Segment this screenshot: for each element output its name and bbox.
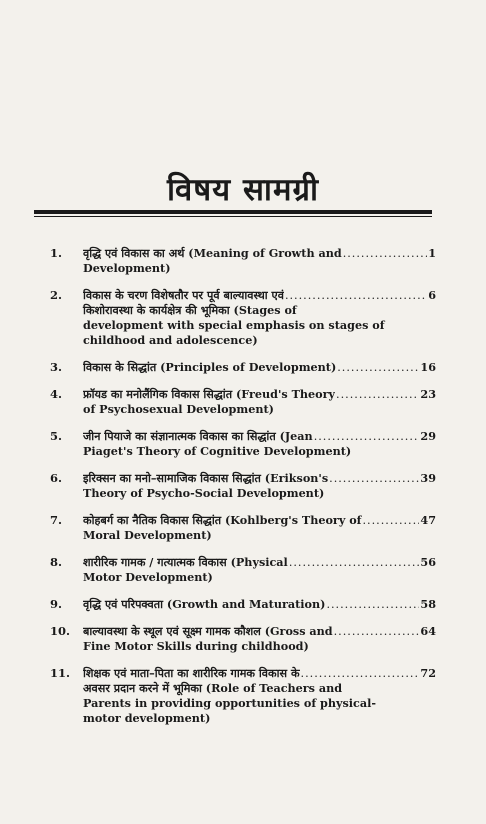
toc-leader-dots [337,360,419,375]
toc-entry-number: 5. [50,429,63,443]
toc-entry-body [83,555,436,585]
toc-entry-number: 9. [50,597,63,611]
toc-entry-title-continued: Parents in providing opportunities of physical- [83,696,377,710]
toc-entry-title: वृद्धि एवं विकास का अर्थ (Meaning of Growth and [83,246,342,260]
toc-entry-body [83,429,436,459]
toc-entry-title-continued: Piaget's Theory of Cognitive Development) [83,444,352,458]
title-rule-thick [34,210,432,214]
toc-page-number: 64 [420,624,436,638]
toc-entry[interactable] [50,360,436,375]
toc-entry[interactable] [50,513,436,543]
toc-entry[interactable] [50,555,436,585]
toc-leader-dots [314,429,420,444]
toc-entry[interactable] [50,246,436,276]
toc-entry-title: फ्रॉयड का मनोलैंगिक विकास सिद्धांत (Freud's Theory [83,387,336,401]
toc-leader-dots [301,666,420,681]
toc-entry-body [83,624,436,654]
toc-page-number: 56 [420,555,436,569]
toc-entry-title: कोहबर्ग का नैतिक विकास सिद्धांत (Kohlberg's Theory of [83,513,362,527]
toc-entry-body [83,513,436,543]
toc-entry-title-continued: Fine Motor Skills during childhood) [83,639,309,653]
toc-leader-dots [363,513,420,528]
toc-page-number: 39 [420,471,436,485]
toc-entry-title-continued: अवसर प्रदान करने में भूमिका (Role of Teachers and [83,681,343,695]
toc-entry-body [83,666,436,726]
toc-entry-number: 8. [50,555,63,569]
toc-entry-title-continued: Theory of Psycho-Social Development) [83,486,325,500]
toc-entry-title-continued: Development) [83,261,171,275]
toc-entry[interactable] [50,666,436,726]
toc-page-number: 6 [428,288,436,302]
toc-entry-body [83,360,436,375]
toc-entry-title-continued: of Psychosexual Development) [83,402,274,416]
toc-page-number: 29 [420,429,436,443]
toc-leader-dots [343,246,428,261]
toc-page-number: 72 [420,666,436,680]
toc-entry[interactable] [50,624,436,654]
toc-entry-title: वृद्धि एवं परिपक्वता (Growth and Maturation) [83,597,326,611]
toc-entry-title: विकास के सिद्धांत (Principles of Development) [83,360,337,374]
toc-entry-body [83,471,436,501]
toc-leader-dots [336,387,419,402]
toc-page-number: 23 [420,387,436,401]
toc-entry-title-continued: development with special emphasis on stages of [83,318,385,332]
toc-page-number: 1 [428,246,436,260]
toc-leader-dots [334,624,420,639]
toc-entry-title: इरिक्सन का मनो–सामाजिक विकास सिद्धांत (Erikson's [83,471,329,485]
page-title: विषय सामग्री [167,172,319,208]
toc-entry-title: शारीरिक गामक / गत्यात्मक विकास (Physical [83,555,288,569]
toc-entry-title-continued: motor development) [83,711,211,725]
toc-entry-body [83,597,436,612]
toc-entry[interactable] [50,429,436,459]
toc-entry-title-continued: किशोरावस्था के कार्यक्षेत्र की भूमिका (Stages of [83,303,297,317]
toc-entry[interactable] [50,288,436,348]
toc-page-number: 58 [420,597,436,611]
toc-entry-number: 7. [50,513,63,527]
toc-entry-body [83,387,436,417]
toc-leader-dots [326,597,419,612]
toc-page-number: 47 [420,513,436,527]
toc-entry-number: 11. [50,666,71,680]
toc-entry-title-continued: Moral Development) [83,528,212,542]
toc-entry-title: शिक्षक एवं माता–पिता का शारीरिक गामक विकास के [83,666,300,680]
table-of-contents [50,246,436,738]
toc-entry-body [83,246,436,276]
toc-entry-number: 2. [50,288,63,302]
toc-entry[interactable] [50,387,436,417]
toc-entry-body [83,288,436,348]
toc-entry-title-continued: childhood and adolescence) [83,333,258,347]
toc-leader-dots [289,555,420,570]
toc-entry[interactable] [50,597,436,612]
toc-entry-title-continued: Motor Development) [83,570,213,584]
toc-page-number: 16 [420,360,436,374]
toc-entry-number: 6. [50,471,63,485]
toc-entry-number: 3. [50,360,63,374]
toc-entry-title: जीन पियाजे का संज्ञानात्मक विकास का सिद्धांत (Jean [83,429,313,443]
toc-leader-dots [329,471,419,486]
toc-entry-number: 1. [50,246,63,260]
toc-entry-title: बाल्यावस्था के स्थूल एवं सूक्ष्म गामक कौशल (Gross and [83,624,333,638]
toc-entry[interactable] [50,471,436,501]
toc-entry-number: 4. [50,387,63,401]
toc-leader-dots [285,288,427,303]
title-rule-thin [34,216,432,217]
toc-entry-number: 10. [50,624,71,638]
toc-entry-title: विकास के चरण विशेषतौर पर पूर्व बाल्यावस्था एवं [83,288,284,302]
